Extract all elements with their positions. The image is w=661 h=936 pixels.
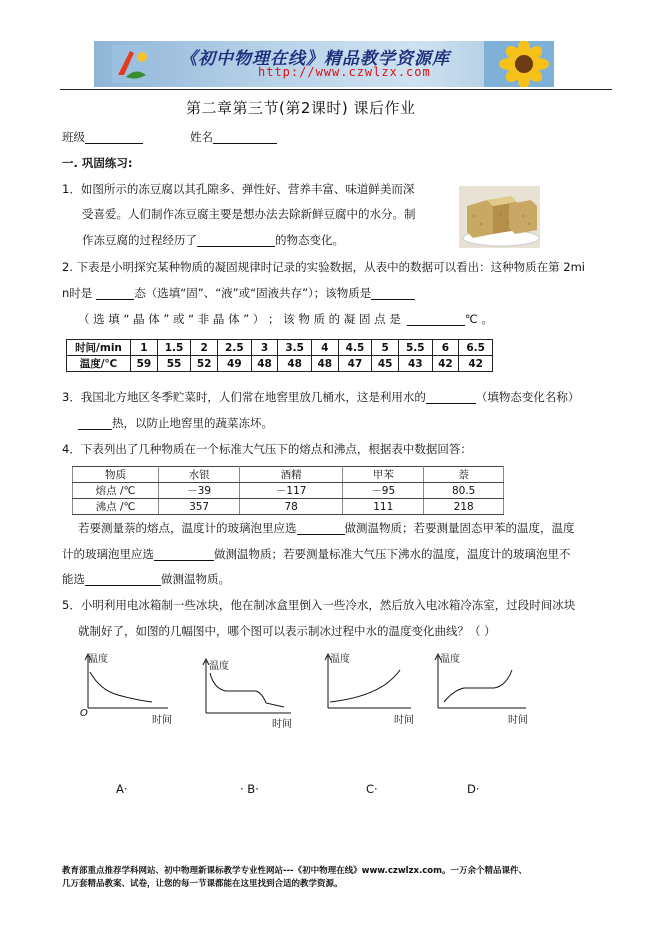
graph-d-xlabel: 时间 bbox=[508, 715, 528, 726]
table-cell: 52 bbox=[191, 356, 218, 372]
table-cell: 49 bbox=[218, 356, 252, 372]
q4-line3-prefix: 计的玻璃泡里应选 bbox=[62, 547, 154, 561]
option-c[interactable]: C· bbox=[366, 782, 378, 796]
table-cell: 111 bbox=[343, 499, 424, 515]
table-cell: 6.5 bbox=[459, 340, 493, 356]
table-cell: 熔点 /℃ bbox=[73, 483, 159, 499]
q3-line1-prefix: 3．我国北方地区冬季贮菜时，人们常在地窖里放几桶水，这是利用水的 bbox=[62, 390, 426, 404]
table-row bbox=[67, 340, 493, 356]
table-cell: 5.5 bbox=[399, 340, 433, 356]
q2-line3 bbox=[78, 312, 493, 326]
table-cell: 45 bbox=[372, 356, 399, 372]
name-blank[interactable] bbox=[213, 132, 277, 144]
option-b[interactable]: · B· bbox=[240, 782, 259, 796]
banner-title: 《初中物理在线》精品教学资源库 bbox=[180, 49, 450, 69]
table-cell: 357 bbox=[159, 499, 240, 515]
table-cell: 1.5 bbox=[157, 340, 191, 356]
q1-line2: 受喜爱。人们制作冻豆腐主要是想办法去除新鲜豆腐中的水分。制 bbox=[82, 207, 416, 221]
q1-line3 bbox=[82, 233, 344, 247]
table-cell: 78 bbox=[240, 499, 343, 515]
table-cell: 47 bbox=[338, 356, 372, 372]
q4-line4-suffix: 做测温物质。 bbox=[161, 572, 230, 586]
table-header: 甲苯 bbox=[343, 467, 424, 483]
q4-line4 bbox=[62, 572, 230, 586]
option-d[interactable]: D· bbox=[467, 782, 480, 796]
frozen-tofu-image bbox=[459, 186, 540, 248]
graph-a-curve bbox=[90, 672, 152, 702]
table-header: 萘 bbox=[424, 467, 504, 483]
table-cell: 温度/℃ bbox=[67, 356, 131, 372]
q2-type-blank[interactable] bbox=[371, 288, 415, 300]
table-header: 物质 bbox=[73, 467, 159, 483]
table-cell: －95 bbox=[343, 483, 424, 499]
graph-b-xlabel: 时间 bbox=[272, 719, 292, 730]
q3-line2 bbox=[78, 416, 273, 430]
q4-naphthalene-blank[interactable] bbox=[297, 523, 345, 535]
table-cell: 1 bbox=[131, 340, 158, 356]
table-cell: 沸点 /℃ bbox=[73, 499, 159, 515]
table-cell: 5 bbox=[372, 340, 399, 356]
q4-line2-suffix: 做测温物质；若要测量固态甲苯的温度，温度 bbox=[344, 521, 575, 535]
graph-d-curve bbox=[444, 670, 512, 702]
table-row bbox=[73, 467, 504, 483]
q5-line1: 5．小明利用电冰箱制一些冰块，他在制冰盒里倒入一些冷水，然后放入电冰箱冷冻室，过段时间冰块 bbox=[62, 598, 576, 612]
q2-line2-prefix: n时是 bbox=[62, 286, 93, 300]
q1-blank[interactable] bbox=[197, 235, 275, 247]
table-header: 酒精 bbox=[240, 467, 343, 483]
graph-d-ylabel: 温度 bbox=[440, 654, 460, 665]
table-cell: 3 bbox=[251, 340, 278, 356]
q3-heat-blank[interactable] bbox=[78, 418, 112, 430]
table-cell: 6 bbox=[432, 340, 459, 356]
graph-a-ylabel: 温度 bbox=[88, 654, 108, 665]
table-cell: 4 bbox=[311, 340, 338, 356]
option-a[interactable]: A· bbox=[116, 782, 128, 796]
table-row bbox=[73, 483, 504, 499]
q4-toluene-blank[interactable] bbox=[154, 549, 214, 561]
graph-b-curve bbox=[210, 673, 284, 707]
sunflower-icon bbox=[484, 41, 554, 87]
q2-line3-prefix: （ 选 填 “ 晶 体 ” 或 “ 非 晶 体 ” ） ； 该 物 质 的 凝 固 点 是 bbox=[78, 312, 401, 326]
graph-c-ylabel: 温度 bbox=[330, 654, 350, 665]
q1-line3-suffix: 的物态变化。 bbox=[275, 233, 344, 247]
q3-line1 bbox=[62, 390, 579, 404]
class-blank[interactable] bbox=[85, 132, 143, 144]
graph-a bbox=[78, 650, 178, 725]
footer-line2: 几万套精品教案、试卷，让您的每一节课都能在这里找到合适的教学资源。 bbox=[62, 879, 343, 889]
graph-d bbox=[428, 650, 536, 725]
q2-point-blank[interactable] bbox=[407, 314, 465, 326]
site-logo-icon bbox=[112, 45, 152, 83]
footer bbox=[62, 865, 622, 891]
q4-line3-suffix: 做测温物质；若要测量标准大气压下沸水的温度，温度计的玻璃泡里不 bbox=[214, 547, 571, 561]
table-cell: 42 bbox=[459, 356, 493, 372]
table-cell: 4.5 bbox=[338, 340, 372, 356]
q3-change-blank[interactable] bbox=[426, 392, 476, 404]
table-cell: 2.5 bbox=[218, 340, 252, 356]
q2-state-blank[interactable] bbox=[96, 288, 134, 300]
q1-line3-prefix: 作冻豆腐的过程经历了 bbox=[82, 233, 197, 247]
table-cell: 48 bbox=[251, 356, 278, 372]
table-cell: 43 bbox=[399, 356, 433, 372]
q4-line2-prefix: 若要测量萘的熔点，温度计的玻璃泡里应选 bbox=[78, 521, 297, 535]
q2-line2 bbox=[62, 286, 415, 300]
table-row bbox=[73, 499, 504, 515]
q4-boiling-blank[interactable] bbox=[85, 574, 161, 586]
table-cell: 218 bbox=[424, 499, 504, 515]
q5-line2: 就制好了，如图的几幅图中，哪个图可以表示制冰过程中水的温度变化曲线？（ ） bbox=[78, 624, 496, 638]
q2-line3-suffix: ℃ 。 bbox=[464, 312, 493, 326]
q4-melting-boiling-table bbox=[72, 466, 504, 515]
graph-a-origin: O bbox=[80, 708, 88, 719]
graph-a-xlabel: 时间 bbox=[152, 715, 172, 726]
table-cell: －39 bbox=[159, 483, 240, 499]
header-rule bbox=[60, 89, 612, 90]
table-cell: 59 bbox=[131, 356, 158, 372]
footer-line1: 教育部重点推荐学科网站、初中物理新课标教学专业性网站---《初中物理在线》www.czwlzx.com。一万余个精品课件、 bbox=[62, 866, 527, 876]
section-heading: 一. 巩固练习: bbox=[62, 156, 133, 170]
table-cell: 2 bbox=[191, 340, 218, 356]
table-cell: 时间/min bbox=[67, 340, 131, 356]
q4-line2 bbox=[78, 521, 575, 535]
table-header: 水银 bbox=[159, 467, 240, 483]
table-cell: 80.5 bbox=[424, 483, 504, 499]
q1-line1: 1．如图所示的冻豆腐以其孔隙多、弹性好、营养丰富、味道鲜美而深 bbox=[62, 182, 415, 196]
q3-line2-text: 热，以防止地窖里的蔬菜冻坏。 bbox=[112, 416, 273, 430]
banner-url[interactable]: http://www.czwlzx.com bbox=[258, 65, 431, 79]
graph-b bbox=[196, 655, 301, 730]
table-cell: 3.5 bbox=[278, 340, 312, 356]
class-label: 班级 bbox=[62, 130, 85, 144]
q4-line4-prefix: 能选 bbox=[62, 572, 85, 586]
header-banner bbox=[94, 41, 554, 87]
q2-line1: 2. 下表是小明探究某种物质的凝固规律时记录的实验数据，从表中的数据可以看出：这种物质在第 2mi bbox=[62, 260, 585, 274]
q2-line2-middle: 态（选填“固”、“液”或“固液共存”）；该物质是 bbox=[134, 286, 372, 300]
graph-c-xlabel: 时间 bbox=[394, 715, 414, 726]
class-field bbox=[62, 130, 143, 144]
table-cell: 48 bbox=[311, 356, 338, 372]
graph-c bbox=[316, 650, 421, 725]
page-title: 第二章第三节(第2课时) 课后作业 bbox=[186, 99, 416, 117]
table-cell: 42 bbox=[432, 356, 459, 372]
table-row bbox=[67, 356, 493, 372]
graph-b-ylabel: 温度 bbox=[209, 661, 229, 672]
q2-data-table bbox=[66, 339, 493, 372]
graph-c-curve bbox=[330, 670, 400, 702]
table-cell: －117 bbox=[240, 483, 343, 499]
table-cell: 55 bbox=[157, 356, 191, 372]
name-label: 姓名 bbox=[190, 130, 213, 144]
table-cell: 48 bbox=[278, 356, 312, 372]
q4-line1: 4．下表列出了几种物质在一个标准大气压下的熔点和沸点，根据表中数据回答： bbox=[62, 442, 472, 456]
q4-line3 bbox=[62, 547, 571, 561]
q3-line1-suffix: （填物态变化名称） bbox=[475, 390, 580, 404]
name-field bbox=[190, 130, 277, 144]
